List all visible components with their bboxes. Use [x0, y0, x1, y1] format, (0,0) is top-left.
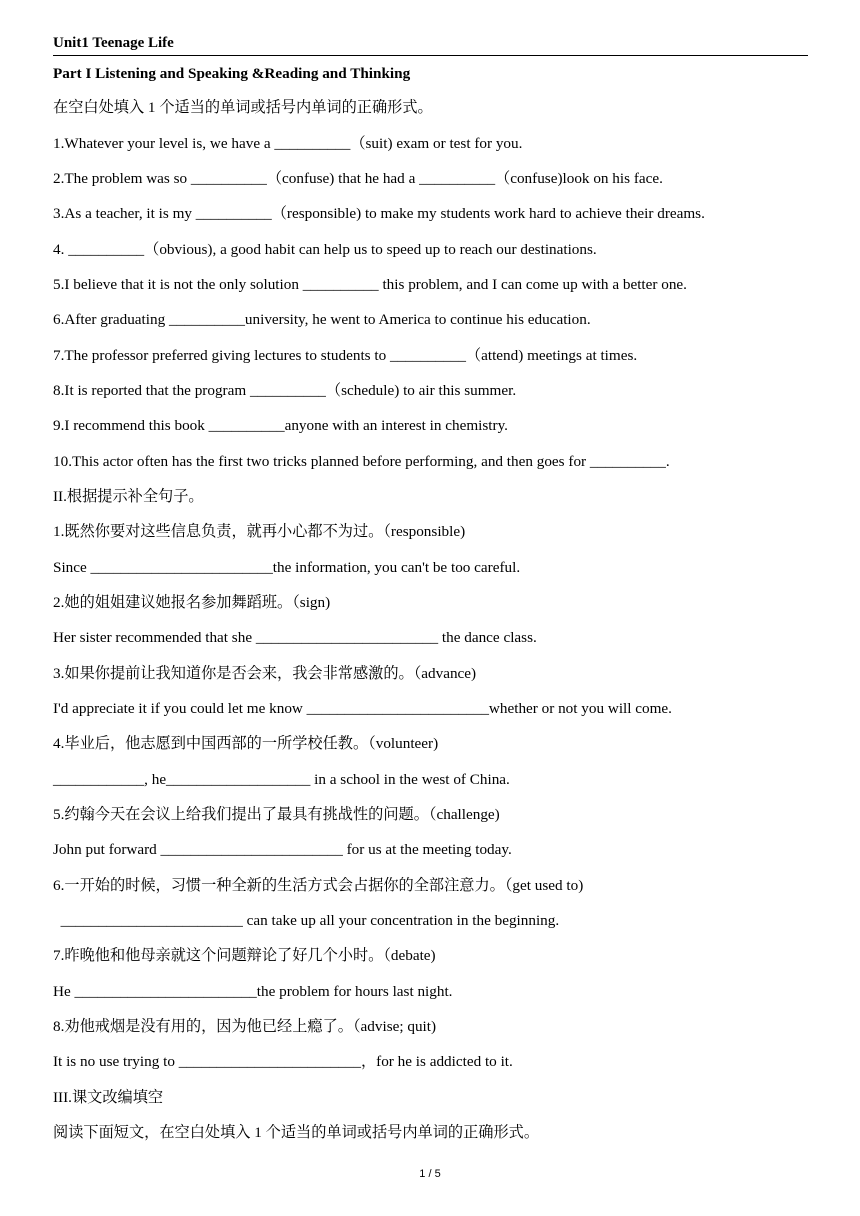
sentence-answer: ________________________ can take up all your concentration in the beginning. [53, 912, 560, 929]
exercise-item: 6.After graduating __________university, he went to America to continue his education. [53, 311, 591, 328]
sentence-answer: Since ________________________the information, you can't be too careful. [53, 559, 521, 576]
section2-title: II.根据提示补全句子。 [53, 488, 204, 505]
exercise-item: 1.Whatever your level is, we have a __________（suit) exam or test for you. [53, 135, 523, 152]
sentence-answer: It is no use trying to ________________________，for he is addicted to it. [53, 1053, 513, 1070]
sentence-prompt: 5.约翰今天在会议上给我们提出了最具有挑战性的问题。（challenge) [53, 806, 500, 823]
page-header [53, 34, 808, 56]
exercise-item: 9.I recommend this book __________anyone with an interest in chemistry. [53, 417, 508, 434]
exercise-item: 5.I believe that it is not the only solution __________ this problem, and I can come up with a better one. [53, 276, 687, 293]
sentence-answer: He ________________________the problem for hours last night. [53, 983, 453, 1000]
page-number: 1 / 5 [419, 1168, 441, 1180]
section3-title: III.课文改编填空 [53, 1089, 164, 1106]
sentence-prompt: 7.昨晚他和他母亲就这个问题辩论了好几个小时。（debate) [53, 947, 436, 964]
exercise-item: 3.As a teacher, it is my __________（responsible) to make my students work hard to achieve their dreams. [53, 205, 705, 222]
sentence-prompt: 1.既然你要对这些信息负责，就再小心都不为过。（responsible) [53, 523, 466, 540]
sentence-prompt: 4.毕业后，他志愿到中国西部的一所学校任教。（volunteer) [53, 735, 439, 752]
sentence-answer: Her sister recommended that she ________________________ the dance class. [53, 629, 537, 646]
exercise-item: 7.The professor preferred giving lectures to students to __________（attend) meetings at times. [53, 347, 638, 364]
sentence-answer: ____________, he___________________ in a school in the west of China. [53, 771, 510, 788]
sentence-answer: John put forward ________________________ for us at the meeting today. [53, 841, 512, 858]
unit-title: Unit1 Teenage Life [53, 35, 174, 51]
sentence-answer: I'd appreciate it if you could let me know ________________________whether or not you will come. [53, 700, 672, 717]
sentence-prompt: 3.如果你提前让我知道你是否会来，我会非常感激的。（advance) [53, 665, 477, 682]
section1-instruction: 在空白处填入 1 个适当的单词或括号内单词的正确形式。 [53, 99, 433, 116]
sentence-prompt: 2.她的姐姐建议她报名参加舞蹈班。（sign) [53, 594, 331, 611]
exercise-item: 4. __________（obvious), a good habit can help us to speed up to reach our destinations. [53, 241, 597, 258]
exercise-item: 2.The problem was so __________（confuse) that he had a __________（confuse)look on his face. [53, 170, 663, 187]
section3-instruction: 阅读下面短文，在空白处填入 1 个适当的单词或括号内单词的正确形式。 [53, 1124, 539, 1141]
sentence-prompt: 6.一开始的时候，习惯一种全新的生活方式会占据你的全部注意力。（get used to) [53, 877, 584, 894]
sentence-prompt: 8.劝他戒烟是没有用的，因为他已经上瘾了。（advise; quit) [53, 1018, 437, 1035]
part-title: Part I Listening and Speaking &Reading and Thinking [53, 65, 411, 82]
exercise-item: 8.It is reported that the program __________（schedule) to air this summer. [53, 382, 517, 399]
exercise-item: 10.This actor often has the first two tricks planned before performing, and then goes for __________. [53, 453, 670, 470]
